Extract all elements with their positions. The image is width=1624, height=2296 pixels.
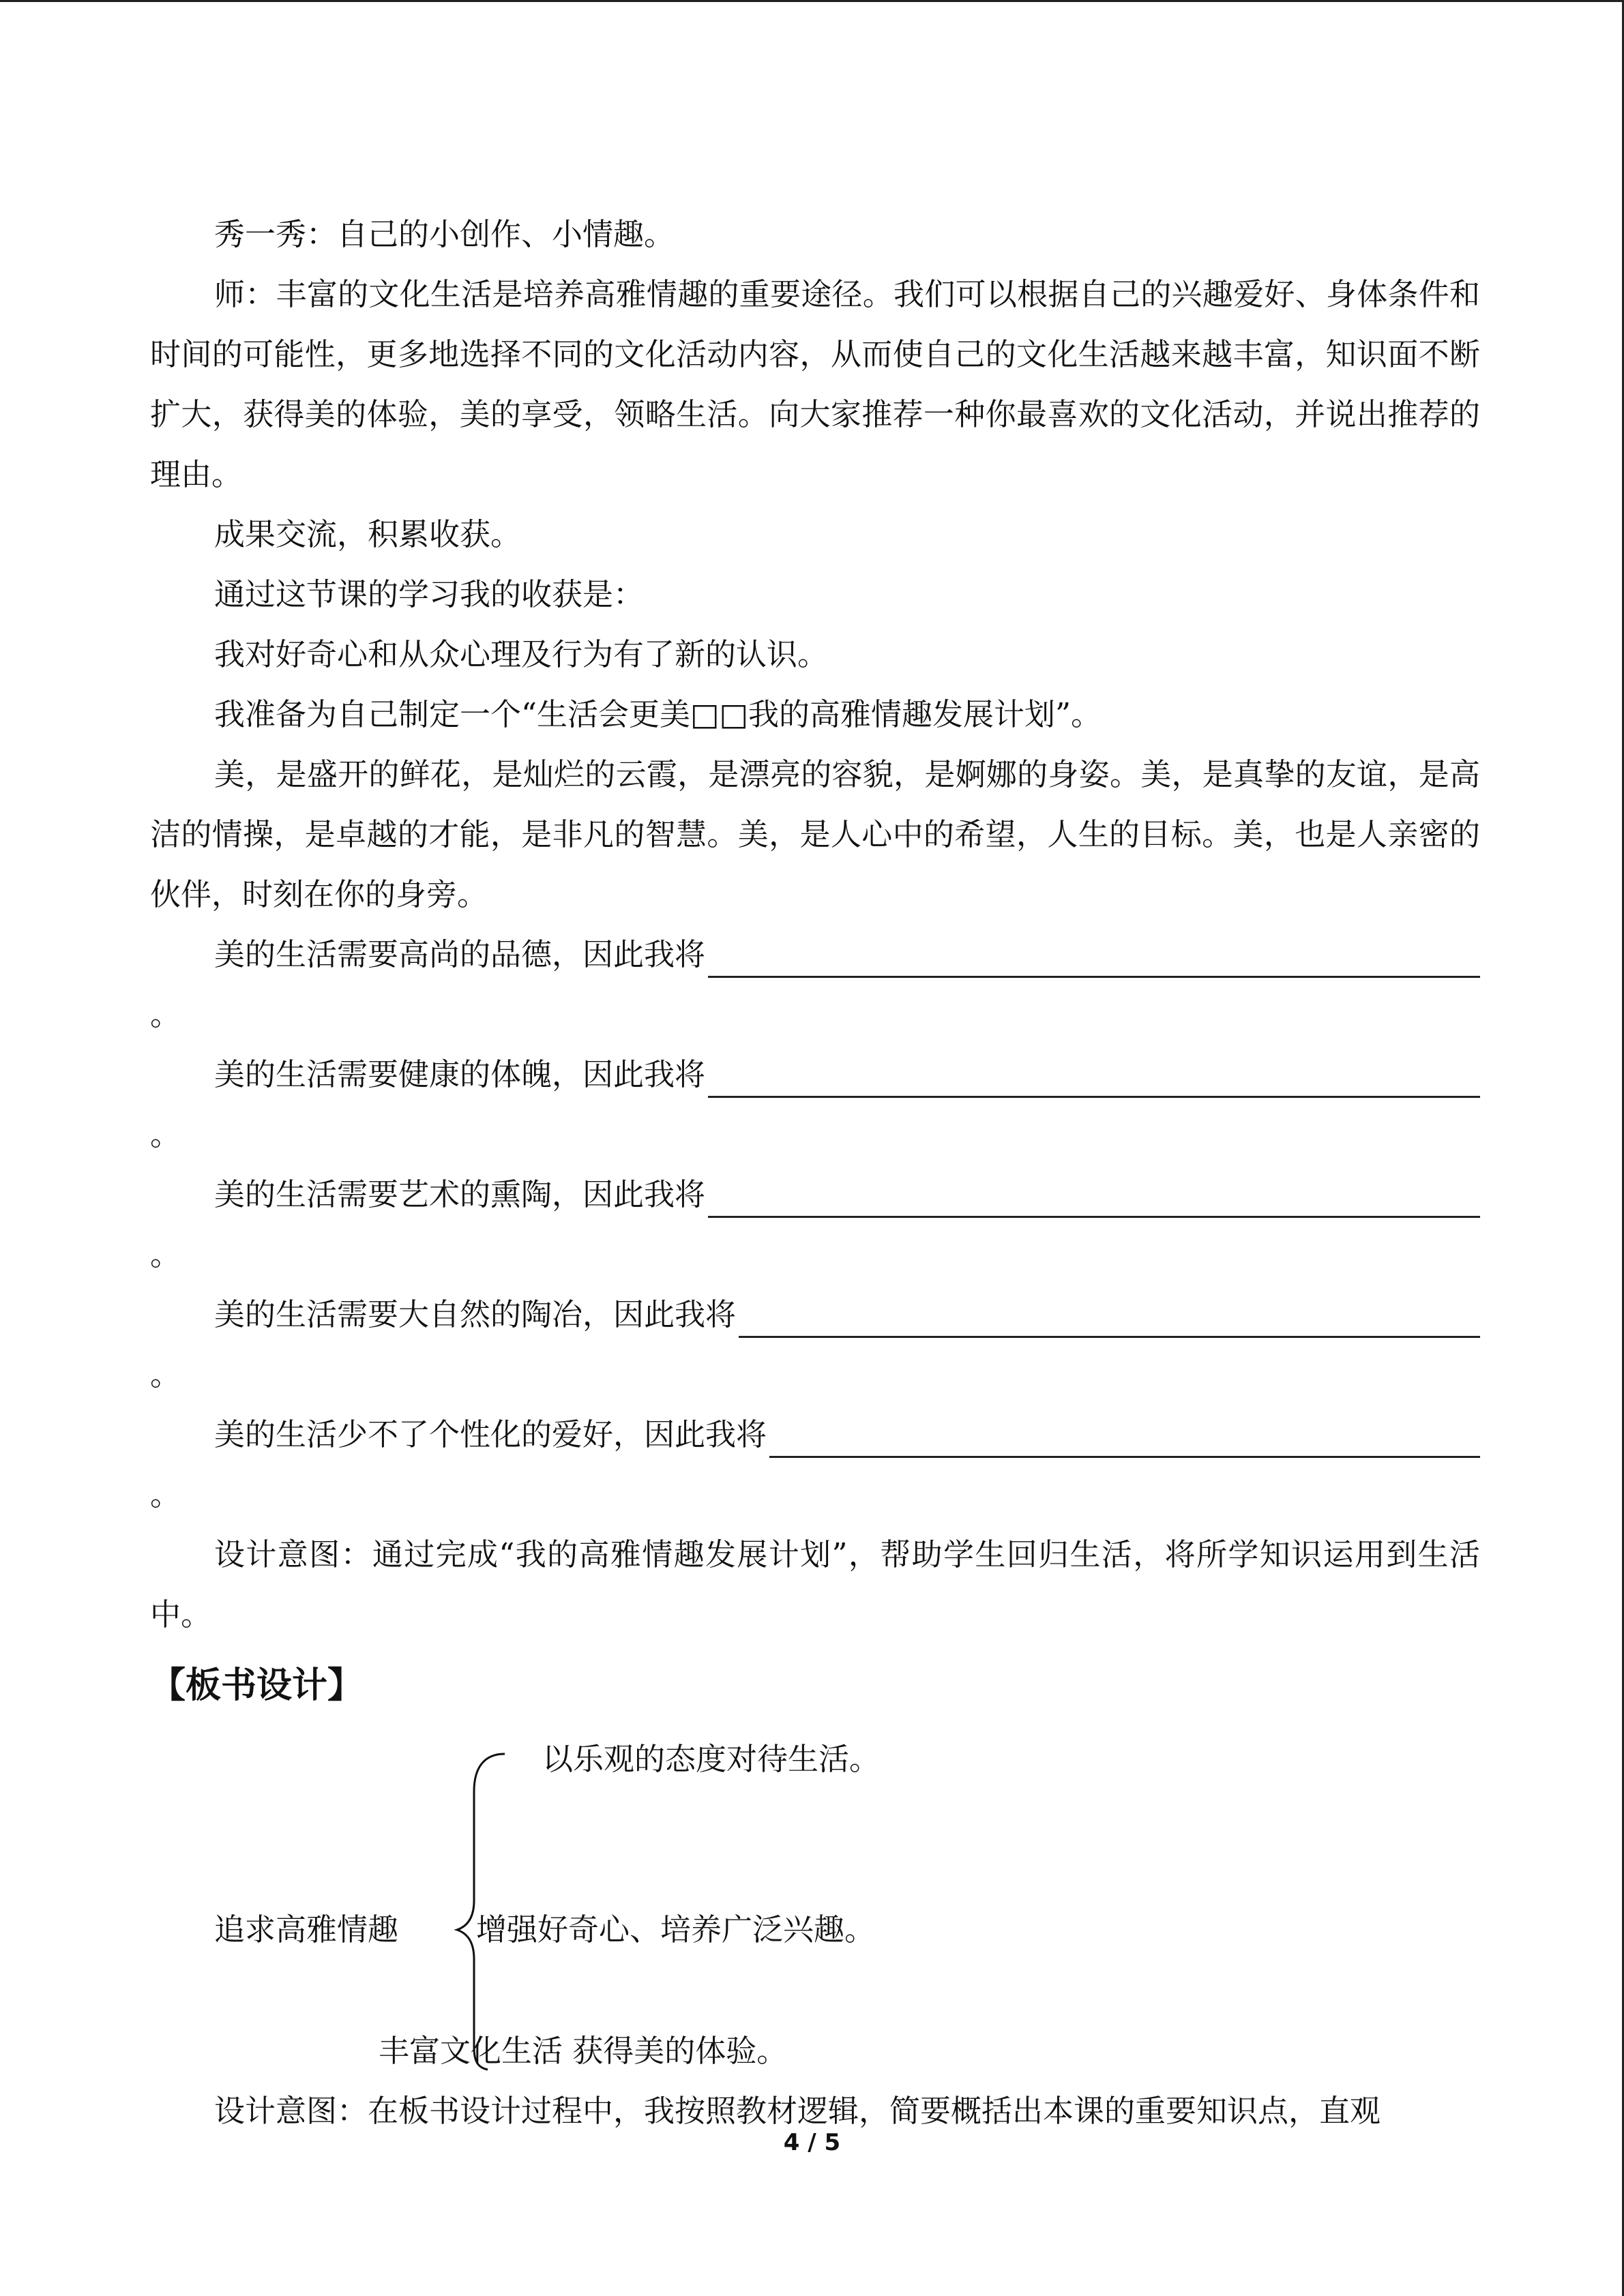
fill-in-row xyxy=(150,1045,1480,1105)
period-mark: 。 xyxy=(150,1116,181,1152)
board-branch-1: 以乐观的态度对待生活。 xyxy=(542,1741,881,1777)
paragraph: 美，是盛开的鲜花，是灿烂的云霞，是漂亮的容貌，是婀娜的身姿。美，是真挚的友谊，是高洁的情操，是卓越的才能，是非凡的智慧。美，是人心中的希望，人生的目标。美，也是人亲密的伙伴，时刻在你的身旁。 xyxy=(150,756,1480,912)
blank-line[interactable] xyxy=(769,1415,1480,1458)
fill-in-row xyxy=(150,925,1480,985)
page-top-border xyxy=(0,0,1624,2)
fill-prompt: 美的生活少不了个性化的爱好，因此我将 xyxy=(214,1416,767,1452)
blank-line[interactable] xyxy=(739,1295,1480,1338)
design-intent: 设计意图：在板书设计过程中，我按照教材逻辑，简要概括出本课的重要知识点，直观 xyxy=(214,2093,1381,2129)
fill-prompt: 美的生活需要高尚的品德，因此我将 xyxy=(214,936,706,972)
board-branch-3: 丰富文化生活 获得美的体验。 xyxy=(379,2033,788,2069)
blank-line[interactable] xyxy=(708,1175,1480,1218)
blank-line[interactable] xyxy=(708,935,1480,978)
design-intent: 设计意图：通过完成“我的高雅情趣发展计划”，帮助学生回归生活，将所学知识运用到生活中。 xyxy=(150,1536,1480,1632)
paragraph: 我准备为自己制定一个“生活会更美□□我的高雅情趣发展计划”。 xyxy=(214,696,1102,732)
board-design-diagram xyxy=(150,1727,1480,2081)
blank-line[interactable] xyxy=(708,1055,1480,1098)
board-branch-2: 增强好奇心、培养广泛兴趣。 xyxy=(476,1911,876,1948)
fill-prompt: 美的生活需要艺术的熏陶，因此我将 xyxy=(214,1176,706,1212)
fill-in-row xyxy=(150,1285,1480,1345)
period-mark: 。 xyxy=(150,996,181,1032)
period-mark: 。 xyxy=(150,1356,181,1392)
fill-in-row xyxy=(150,1405,1480,1465)
paragraph: 秀一秀：自己的小创作、小情趣。 xyxy=(214,216,675,252)
board-main-topic: 追求高雅情趣 xyxy=(214,1911,399,1948)
section-heading: 【板书设计】 xyxy=(150,1665,364,1706)
paragraph: 我对好奇心和从众心理及行为有了新的认识。 xyxy=(214,636,829,672)
page-number: 4 / 5 xyxy=(783,2129,841,2156)
period-mark: 。 xyxy=(150,1476,181,1512)
fill-prompt: 美的生活需要健康的体魄，因此我将 xyxy=(214,1056,706,1092)
paragraph: 成果交流，积累收获。 xyxy=(214,516,522,552)
period-mark: 。 xyxy=(150,1236,181,1272)
fill-in-row xyxy=(150,1165,1480,1225)
document-body xyxy=(150,205,1480,2141)
fill-prompt: 美的生活需要大自然的陶冶，因此我将 xyxy=(214,1296,737,1332)
paragraph: 通过这节课的学习我的收获是： xyxy=(214,576,645,612)
paragraph: 师：丰富的文化生活是培养高雅情趣的重要途径。我们可以根据自己的兴趣爱好、身体条件和时间的可能性，更多地选择不同的文化活动内容，从而使自己的文化生活越来越丰富，知识面不断扩大，获得美的体验，美的享受，领略生活。向大家推荐一种你最喜欢的文化活动，并说出推荐的理由。 xyxy=(150,276,1480,492)
